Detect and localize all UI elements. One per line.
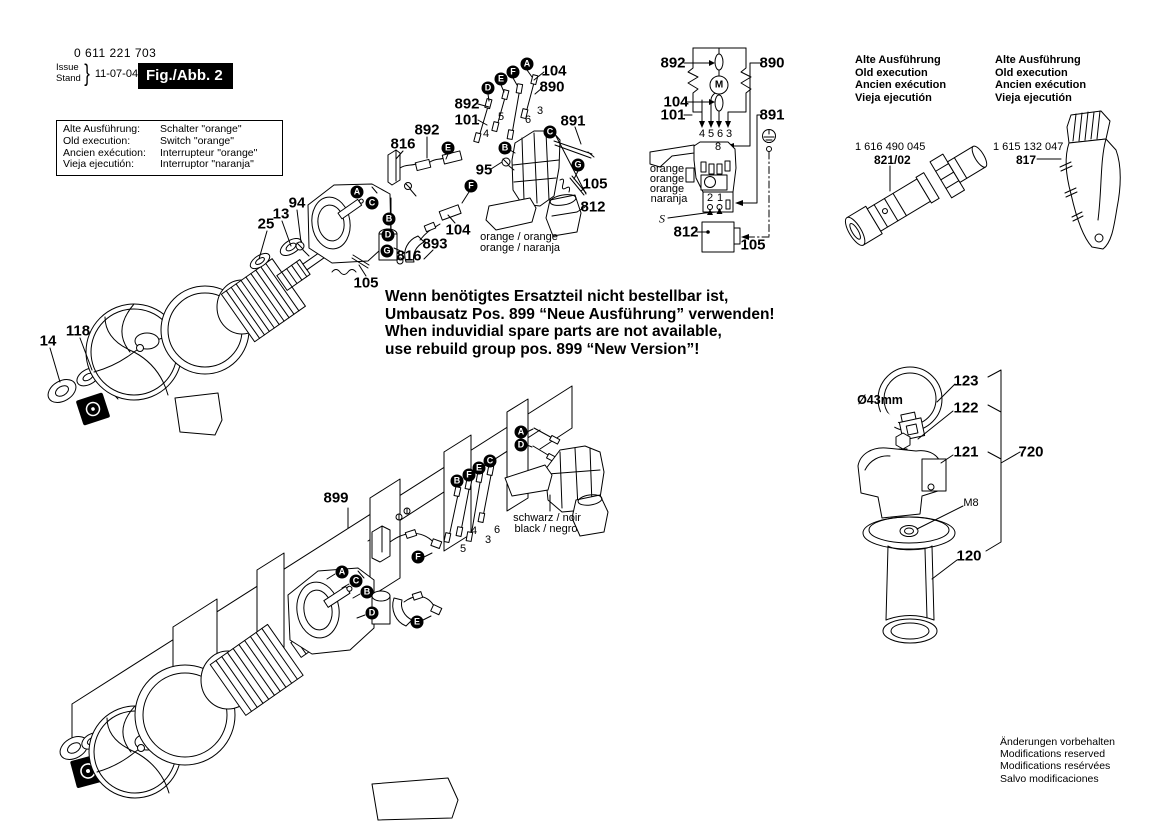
footer-line: Änderungen vorbehalten: [1000, 736, 1116, 748]
footer-line: Modifications reserved: [1000, 748, 1106, 761]
motor-buffer-top: [175, 393, 222, 435]
clamp-saddle-121: [858, 448, 946, 518]
old-exec-line: Ancien exécution: [855, 79, 947, 92]
legend-label: Old execution:: [63, 134, 131, 147]
legend-value: Interruptor "naranja": [160, 158, 254, 171]
index-marker-E: E: [411, 616, 424, 629]
issue-label: Issue: [56, 62, 79, 73]
index-marker-F: F: [507, 66, 520, 79]
part-callout-890: 890: [539, 78, 565, 96]
legend-row: [63, 159, 282, 171]
part-callout-5: 5: [497, 111, 505, 123]
part-callout-94: 94: [288, 194, 306, 212]
notice-line: Wenn benötigtes Ersatzteil nicht bestellbar ist,: [385, 288, 729, 305]
index-marker-E: E: [442, 142, 455, 155]
part-callout-orange / orange: orange / orange: [480, 231, 558, 243]
aux-handle-assembly: [858, 367, 1020, 643]
handle-817-drawing: [1060, 111, 1120, 249]
index-marker-E: E: [495, 73, 508, 86]
old-exec-line: Old execution: [995, 66, 1068, 79]
part-callout-3: 3: [484, 534, 492, 546]
group-bracket-720: [986, 370, 1020, 551]
part-callout-6: 6: [716, 128, 724, 140]
part-callout-3: 3: [725, 128, 733, 140]
switch-trigger-top: [486, 198, 536, 230]
part-callout-5: 5: [459, 543, 467, 555]
old-exec-line: Vieja ejecutión: [995, 91, 1072, 104]
part-callout-4: 4: [482, 128, 490, 140]
part-callout-816: 816: [390, 135, 416, 153]
rebuild-notice: [385, 288, 815, 358]
part-callout-14: 14: [39, 332, 57, 350]
index-marker-G: G: [572, 159, 585, 172]
document-part-number: 0 611 221 703: [74, 46, 157, 60]
old-execution-block-left: [855, 54, 946, 104]
motor-symbol-M: M: [710, 76, 729, 95]
old-exec-line: Alte Ausführung: [995, 54, 1081, 66]
index-marker-C: C: [366, 197, 379, 210]
notice-line: Umbausatz Pos. 899 “Neue Ausführung” verwenden!: [385, 305, 775, 323]
part-callout-812: 812: [580, 198, 606, 216]
spindle-pos-number: 821/02: [874, 153, 911, 167]
part-callout-naranja: naranja: [650, 193, 688, 205]
part-callout-M8: M8: [963, 497, 979, 509]
part-callout-101: 101: [454, 111, 480, 129]
legend-value: Interrupteur "orange": [160, 146, 258, 159]
index-marker-D: D: [382, 229, 395, 242]
part-callout-orange: orange: [649, 173, 685, 185]
old-exec-line: Alte Ausführung: [855, 54, 941, 66]
part-callout-105: 105: [353, 274, 379, 292]
part-callout-892: 892: [660, 54, 686, 72]
old-exec-line: Ancien exécution: [995, 79, 1087, 92]
part-callout-105: 105: [740, 236, 766, 254]
handle-base-disc: [863, 517, 955, 549]
spindle-821-drawing: [839, 136, 994, 252]
index-marker-B: B: [451, 475, 464, 488]
index-marker-C: C: [484, 455, 497, 468]
grease-icon-top: [76, 392, 111, 425]
index-marker-C: C: [350, 575, 363, 588]
legend-label: Vieja ejecutión:: [63, 158, 135, 171]
part-callout-schwarz / noir: schwarz / noir: [513, 512, 581, 524]
part-callout-black / negro: black / negro: [514, 523, 578, 535]
part-callout-95: 95: [475, 161, 493, 179]
part-callout-816: 816: [396, 247, 422, 265]
part-callout-104: 104: [541, 62, 567, 80]
part-callout-S: S: [659, 211, 665, 226]
old-execution-block-right: [995, 54, 1086, 104]
brace-glyph: }: [84, 59, 90, 87]
part-callout-2: 2: [706, 192, 714, 204]
handle-part-code: 1 615 132 047: [993, 141, 1064, 153]
part-callout-3: 3: [536, 105, 544, 117]
part-callout-104: 104: [663, 93, 689, 111]
part-callout-6: 6: [493, 524, 501, 536]
old-exec-line: Old execution: [855, 66, 928, 79]
index-marker-B: B: [499, 142, 512, 155]
index-marker-D: D: [515, 439, 528, 452]
part-callout-891: 891: [560, 112, 586, 130]
spring-105: [332, 270, 356, 275]
index-marker-B: B: [361, 586, 374, 599]
part-callout-122: 122: [953, 399, 979, 417]
part-callout-Ø43mm: Ø43mm: [857, 393, 903, 407]
handle-grip-120: [883, 546, 937, 643]
issue-stand-block: [56, 59, 139, 87]
spindle-part-code: 1 616 490 045: [855, 141, 926, 153]
part-callout-891: 891: [759, 106, 785, 124]
notice-line: When induvidial spare parts are not available,: [385, 323, 722, 341]
part-callout-890: 890: [759, 54, 785, 72]
legend-row: [63, 136, 282, 148]
issue-date: 11-07-04: [94, 67, 139, 80]
figure-badge: Fig./Abb. 2: [138, 63, 233, 89]
legend-label: Alte Ausführung:: [63, 123, 141, 135]
stand-label: Stand: [56, 72, 81, 84]
legend-value: Switch "orange": [160, 134, 234, 147]
index-marker-A: A: [521, 58, 534, 71]
modifications-notice: [1000, 736, 1115, 785]
part-callout-4: 4: [470, 525, 478, 537]
part-callout-orange: orange: [649, 163, 685, 175]
part-callout-13: 13: [272, 205, 290, 223]
part-callout-5: 5: [707, 128, 715, 140]
index-marker-A: A: [336, 566, 349, 579]
part-callout-8: 8: [714, 141, 722, 153]
part-callout-101: 101: [660, 106, 686, 124]
index-marker-E: E: [473, 462, 486, 475]
part-callout-orange / naranja: orange / naranja: [479, 242, 561, 254]
index-marker-A: A: [351, 186, 364, 199]
index-marker-G: G: [381, 245, 394, 258]
part-callout-104: 104: [445, 221, 471, 239]
armature-assembly-top: [44, 184, 391, 435]
legend-value: Schalter "orange": [160, 123, 242, 135]
part-callout-720: 720: [1018, 443, 1044, 461]
handle-pos-number: 817: [1016, 153, 1037, 167]
part-callout-orange: orange: [649, 183, 685, 195]
index-marker-F: F: [463, 469, 476, 482]
motor-buffer-bottom: [372, 778, 458, 820]
part-callout-6: 6: [524, 114, 532, 126]
part-callout-105: 105: [582, 175, 608, 193]
old-exec-line: Vieja ejecutión: [855, 91, 932, 104]
footer-line: Modifications resérvées: [1000, 760, 1111, 773]
switch-legend-box: [56, 120, 283, 176]
part-callout-812: 812: [673, 223, 699, 241]
part-callout-121: 121: [953, 443, 979, 461]
part-callout-1: 1: [716, 192, 724, 204]
part-callout-893: 893: [422, 235, 448, 253]
part-callout-892: 892: [454, 95, 480, 113]
part-callout-4: 4: [698, 128, 706, 140]
part-callout-899: 899: [323, 489, 349, 507]
notice-line: use rebuild group pos. 899 “New Version”!: [385, 340, 700, 358]
part-callout-118: 118: [65, 322, 91, 340]
part-callout-892: 892: [414, 121, 440, 139]
footer-line: Salvo modificaciones: [1000, 772, 1099, 785]
part-callout-123: 123: [953, 372, 979, 390]
part-callout-25: 25: [257, 215, 275, 233]
index-marker-C: C: [544, 126, 557, 139]
index-marker-A: A: [515, 426, 528, 439]
index-marker-D: D: [366, 607, 379, 620]
armature-assembly-bottom: [56, 428, 608, 820]
index-marker-D: D: [482, 82, 495, 95]
legend-label: Ancien exécution:: [63, 146, 146, 159]
part-callout-120: 120: [956, 547, 982, 565]
index-marker-B: B: [383, 213, 396, 226]
index-marker-F: F: [465, 180, 478, 193]
index-marker-F: F: [412, 551, 425, 564]
